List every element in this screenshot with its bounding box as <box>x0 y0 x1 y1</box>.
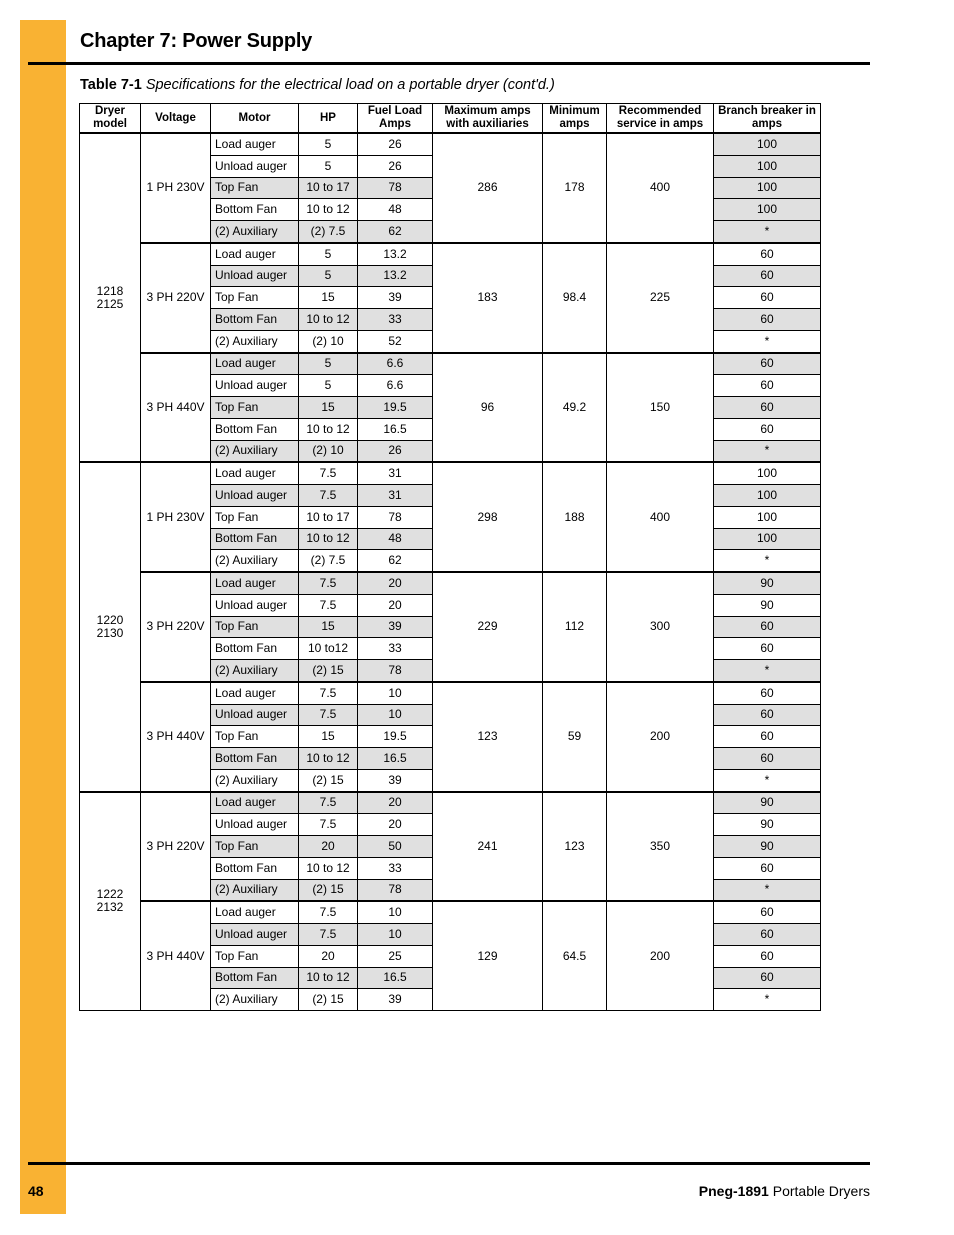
motor-cell: Load auger <box>211 133 299 155</box>
fuel-load-amps-cell: 26 <box>358 155 433 177</box>
hp-cell: 10 to 12 <box>299 857 358 879</box>
branch-breaker-cell: 90 <box>714 792 821 814</box>
hp-cell: (2) 15 <box>299 769 358 791</box>
fuel-load-amps-cell: 10 <box>358 704 433 726</box>
table-row <box>80 353 821 375</box>
voltage-cell: 3 PH 440V <box>141 353 211 463</box>
branch-breaker-cell: 60 <box>714 967 821 989</box>
branch-breaker-cell: 90 <box>714 594 821 616</box>
chapter-color-tab <box>20 20 66 1214</box>
branch-breaker-cell: 60 <box>714 375 821 397</box>
hp-cell: (2) 7.5 <box>299 221 358 243</box>
hp-cell: 20 <box>299 945 358 967</box>
motor-cell: Bottom Fan <box>211 748 299 770</box>
motor-cell: Bottom Fan <box>211 199 299 221</box>
fuel-load-amps-cell: 33 <box>358 857 433 879</box>
dryer-model-line: 1222 <box>96 887 124 902</box>
hp-cell: 7.5 <box>299 485 358 507</box>
motor-cell: Bottom Fan <box>211 857 299 879</box>
motor-cell: Unload auger <box>211 155 299 177</box>
hp-cell: 10 to 12 <box>299 418 358 440</box>
fuel-load-amps-cell: 62 <box>358 550 433 572</box>
voltage-cell: 3 PH 220V <box>141 792 211 902</box>
motor-cell: (2) Auxiliary <box>211 769 299 791</box>
motor-cell: Bottom Fan <box>211 309 299 331</box>
fuel-load-amps-cell: 20 <box>358 792 433 814</box>
fuel-load-amps-cell: 6.6 <box>358 353 433 375</box>
chapter-title: Chapter 7: Power Supply <box>80 30 313 52</box>
branch-breaker-cell: 100 <box>714 485 821 507</box>
dryer-model-cell <box>80 462 141 791</box>
motor-cell: Load auger <box>211 901 299 923</box>
voltage-cell: 3 PH 440V <box>141 682 211 792</box>
motor-cell: (2) Auxiliary <box>211 550 299 572</box>
hp-cell: 7.5 <box>299 462 358 484</box>
table-body <box>80 133 821 1011</box>
hp-cell: 10 to 12 <box>299 309 358 331</box>
motor-cell: Top Fan <box>211 836 299 858</box>
hp-cell: 10 to 12 <box>299 967 358 989</box>
branch-breaker-cell: 60 <box>714 726 821 748</box>
column-header: HP <box>299 104 358 134</box>
document-id <box>699 1183 870 1199</box>
dryer-model-line: 1218 <box>96 283 124 298</box>
branch-breaker-cell: 60 <box>714 309 821 331</box>
dryer-model-cell <box>80 133 141 462</box>
fuel-load-amps-cell: 39 <box>358 616 433 638</box>
max-amps-cell: 123 <box>433 682 543 792</box>
motor-cell: Load auger <box>211 572 299 594</box>
branch-breaker-cell: 60 <box>714 945 821 967</box>
motor-cell: (2) Auxiliary <box>211 879 299 901</box>
fuel-load-amps-cell: 16.5 <box>358 418 433 440</box>
page-number: 48 <box>28 1183 44 1199</box>
table-row <box>80 133 821 155</box>
fuel-load-amps-cell: 52 <box>358 330 433 352</box>
branch-breaker-cell: 60 <box>714 704 821 726</box>
branch-breaker-cell: 60 <box>714 265 821 287</box>
fuel-load-amps-cell: 19.5 <box>358 726 433 748</box>
hp-cell: 5 <box>299 265 358 287</box>
motor-cell: Unload auger <box>211 924 299 946</box>
fuel-load-amps-cell: 10 <box>358 901 433 923</box>
fuel-load-amps-cell: 31 <box>358 462 433 484</box>
fuel-load-amps-cell: 78 <box>358 660 433 682</box>
dryer-model-line: 1220 <box>96 612 124 627</box>
hp-cell: (2) 10 <box>299 440 358 462</box>
hp-cell: (2) 15 <box>299 660 358 682</box>
min-amps-cell: 59 <box>543 682 607 792</box>
branch-breaker-cell: 60 <box>714 418 821 440</box>
hp-cell: 10 to 12 <box>299 199 358 221</box>
hp-cell: 5 <box>299 155 358 177</box>
motor-cell: Unload auger <box>211 814 299 836</box>
column-header: Dryer model <box>80 104 141 134</box>
footer-rule <box>28 1162 870 1165</box>
fuel-load-amps-cell: 13.2 <box>358 243 433 265</box>
service-amps-cell: 225 <box>607 243 714 353</box>
table-row <box>80 792 821 814</box>
dryer-model-line: 2125 <box>96 296 124 311</box>
max-amps-cell: 241 <box>433 792 543 902</box>
hp-cell: 7.5 <box>299 814 358 836</box>
table-row <box>80 901 821 923</box>
dryer-model-cell <box>80 792 141 1011</box>
hp-cell: 15 <box>299 397 358 419</box>
column-header: Voltage <box>141 104 211 134</box>
table-row <box>80 572 821 594</box>
motor-cell: Top Fan <box>211 177 299 199</box>
motor-cell: Unload auger <box>211 704 299 726</box>
motor-cell: (2) Auxiliary <box>211 440 299 462</box>
service-amps-cell: 400 <box>607 133 714 243</box>
fuel-load-amps-cell: 33 <box>358 309 433 331</box>
service-amps-cell: 150 <box>607 353 714 463</box>
fuel-load-amps-cell: 39 <box>358 769 433 791</box>
column-header: Minimum amps <box>543 104 607 134</box>
branch-breaker-cell: * <box>714 989 821 1011</box>
branch-breaker-cell: * <box>714 440 821 462</box>
voltage-cell: 3 PH 220V <box>141 243 211 353</box>
dryer-model-line: 2130 <box>96 625 124 640</box>
hp-cell: 7.5 <box>299 792 358 814</box>
service-amps-cell: 200 <box>607 901 714 1010</box>
fuel-load-amps-cell: 78 <box>358 177 433 199</box>
branch-breaker-cell: 60 <box>714 901 821 923</box>
hp-cell: 15 <box>299 287 358 309</box>
column-header: Fuel Load Amps <box>358 104 433 134</box>
hp-cell: 10 to 17 <box>299 506 358 528</box>
branch-breaker-cell: 100 <box>714 462 821 484</box>
fuel-load-amps-cell: 13.2 <box>358 265 433 287</box>
motor-cell: Top Fan <box>211 506 299 528</box>
fuel-load-amps-cell: 10 <box>358 924 433 946</box>
hp-cell: (2) 7.5 <box>299 550 358 572</box>
hp-cell: 5 <box>299 375 358 397</box>
fuel-load-amps-cell: 78 <box>358 879 433 901</box>
branch-breaker-cell: 100 <box>714 177 821 199</box>
hp-cell: 10 to 12 <box>299 748 358 770</box>
hp-cell: 7.5 <box>299 572 358 594</box>
table-caption <box>80 77 555 93</box>
fuel-load-amps-cell: 20 <box>358 572 433 594</box>
motor-cell: Bottom Fan <box>211 638 299 660</box>
service-amps-cell: 400 <box>607 462 714 572</box>
branch-breaker-cell: 100 <box>714 155 821 177</box>
voltage-cell: 3 PH 440V <box>141 901 211 1010</box>
motor-cell: Unload auger <box>211 485 299 507</box>
branch-breaker-cell: 60 <box>714 924 821 946</box>
branch-breaker-cell: 60 <box>714 243 821 265</box>
fuel-load-amps-cell: 48 <box>358 199 433 221</box>
hp-cell: (2) 15 <box>299 879 358 901</box>
branch-breaker-cell: 100 <box>714 506 821 528</box>
hp-cell: 15 <box>299 616 358 638</box>
branch-breaker-cell: 100 <box>714 133 821 155</box>
motor-cell: Load auger <box>211 462 299 484</box>
electrical-load-table <box>79 103 821 1011</box>
max-amps-cell: 183 <box>433 243 543 353</box>
min-amps-cell: 98.4 <box>543 243 607 353</box>
hp-cell: 15 <box>299 726 358 748</box>
fuel-load-amps-cell: 31 <box>358 485 433 507</box>
table-header-row <box>80 104 821 134</box>
column-header: Motor <box>211 104 299 134</box>
motor-cell: Unload auger <box>211 375 299 397</box>
branch-breaker-cell: 100 <box>714 199 821 221</box>
column-header: Maximum amps with auxiliaries <box>433 104 543 134</box>
hp-cell: (2) 15 <box>299 989 358 1011</box>
branch-breaker-cell: * <box>714 879 821 901</box>
fuel-load-amps-cell: 16.5 <box>358 967 433 989</box>
branch-breaker-cell: * <box>714 550 821 572</box>
fuel-load-amps-cell: 62 <box>358 221 433 243</box>
min-amps-cell: 112 <box>543 572 607 682</box>
max-amps-cell: 286 <box>433 133 543 243</box>
table-row <box>80 243 821 265</box>
table-caption-text: Specifications for the electrical load on a portable dryer (cont'd.) <box>145 77 555 93</box>
min-amps-cell: 123 <box>543 792 607 902</box>
motor-cell: (2) Auxiliary <box>211 989 299 1011</box>
max-amps-cell: 229 <box>433 572 543 682</box>
fuel-load-amps-cell: 48 <box>358 528 433 550</box>
doc-id-number: Pneg-1891 <box>698 1183 769 1199</box>
branch-breaker-cell: 60 <box>714 748 821 770</box>
hp-cell: 10 to 17 <box>299 177 358 199</box>
fuel-load-amps-cell: 25 <box>358 945 433 967</box>
table-row <box>80 462 821 484</box>
voltage-cell: 1 PH 230V <box>141 462 211 572</box>
motor-cell: Top Fan <box>211 397 299 419</box>
hp-cell: 20 <box>299 836 358 858</box>
motor-cell: (2) Auxiliary <box>211 221 299 243</box>
fuel-load-amps-cell: 50 <box>358 836 433 858</box>
motor-cell: Load auger <box>211 243 299 265</box>
fuel-load-amps-cell: 20 <box>358 814 433 836</box>
voltage-cell: 3 PH 220V <box>141 572 211 682</box>
motor-cell: Unload auger <box>211 265 299 287</box>
branch-breaker-cell: * <box>714 221 821 243</box>
motor-cell: Top Fan <box>211 726 299 748</box>
branch-breaker-cell: 90 <box>714 572 821 594</box>
fuel-load-amps-cell: 78 <box>358 506 433 528</box>
hp-cell: 7.5 <box>299 901 358 923</box>
voltage-cell: 1 PH 230V <box>141 133 211 243</box>
branch-breaker-cell: 60 <box>714 287 821 309</box>
branch-breaker-cell: 60 <box>714 397 821 419</box>
branch-breaker-cell: 60 <box>714 353 821 375</box>
motor-cell: Bottom Fan <box>211 528 299 550</box>
branch-breaker-cell: * <box>714 330 821 352</box>
min-amps-cell: 49.2 <box>543 353 607 463</box>
fuel-load-amps-cell: 39 <box>358 989 433 1011</box>
fuel-load-amps-cell: 6.6 <box>358 375 433 397</box>
fuel-load-amps-cell: 16.5 <box>358 748 433 770</box>
hp-cell: 10 to 12 <box>299 528 358 550</box>
fuel-load-amps-cell: 26 <box>358 133 433 155</box>
motor-cell: (2) Auxiliary <box>211 330 299 352</box>
column-header: Branch breaker in amps <box>714 104 821 134</box>
header-rule <box>28 62 870 65</box>
hp-cell: 5 <box>299 353 358 375</box>
service-amps-cell: 350 <box>607 792 714 902</box>
hp-cell: 7.5 <box>299 594 358 616</box>
motor-cell: Top Fan <box>211 616 299 638</box>
hp-cell: 7.5 <box>299 682 358 704</box>
fuel-load-amps-cell: 39 <box>358 287 433 309</box>
service-amps-cell: 200 <box>607 682 714 792</box>
motor-cell: Load auger <box>211 353 299 375</box>
motor-cell: Unload auger <box>211 594 299 616</box>
motor-cell: Load auger <box>211 792 299 814</box>
fuel-load-amps-cell: 20 <box>358 594 433 616</box>
fuel-load-amps-cell: 26 <box>358 440 433 462</box>
branch-breaker-cell: 60 <box>714 682 821 704</box>
min-amps-cell: 64.5 <box>543 901 607 1010</box>
doc-title: Portable Dryers <box>772 1183 870 1199</box>
branch-breaker-cell: 60 <box>714 857 821 879</box>
fuel-load-amps-cell: 10 <box>358 682 433 704</box>
hp-cell: 5 <box>299 133 358 155</box>
motor-cell: Top Fan <box>211 945 299 967</box>
dryer-model-line: 2132 <box>96 900 124 915</box>
max-amps-cell: 129 <box>433 901 543 1010</box>
fuel-load-amps-cell: 33 <box>358 638 433 660</box>
branch-breaker-cell: * <box>714 769 821 791</box>
branch-breaker-cell: 60 <box>714 638 821 660</box>
hp-cell: 7.5 <box>299 704 358 726</box>
motor-cell: Bottom Fan <box>211 418 299 440</box>
hp-cell: 5 <box>299 243 358 265</box>
branch-breaker-cell: 100 <box>714 528 821 550</box>
table-caption-label: Table 7-1 <box>80 77 142 93</box>
min-amps-cell: 178 <box>543 133 607 243</box>
hp-cell: 10 to12 <box>299 638 358 660</box>
branch-breaker-cell: 60 <box>714 616 821 638</box>
motor-cell: Load auger <box>211 682 299 704</box>
max-amps-cell: 96 <box>433 353 543 463</box>
service-amps-cell: 300 <box>607 572 714 682</box>
column-header: Recommended service in amps <box>607 104 714 134</box>
min-amps-cell: 188 <box>543 462 607 572</box>
fuel-load-amps-cell: 19.5 <box>358 397 433 419</box>
motor-cell: (2) Auxiliary <box>211 660 299 682</box>
hp-cell: 7.5 <box>299 924 358 946</box>
branch-breaker-cell: 90 <box>714 814 821 836</box>
motor-cell: Top Fan <box>211 287 299 309</box>
hp-cell: (2) 10 <box>299 330 358 352</box>
table-row <box>80 682 821 704</box>
motor-cell: Bottom Fan <box>211 967 299 989</box>
branch-breaker-cell: 90 <box>714 836 821 858</box>
branch-breaker-cell: * <box>714 660 821 682</box>
max-amps-cell: 298 <box>433 462 543 572</box>
